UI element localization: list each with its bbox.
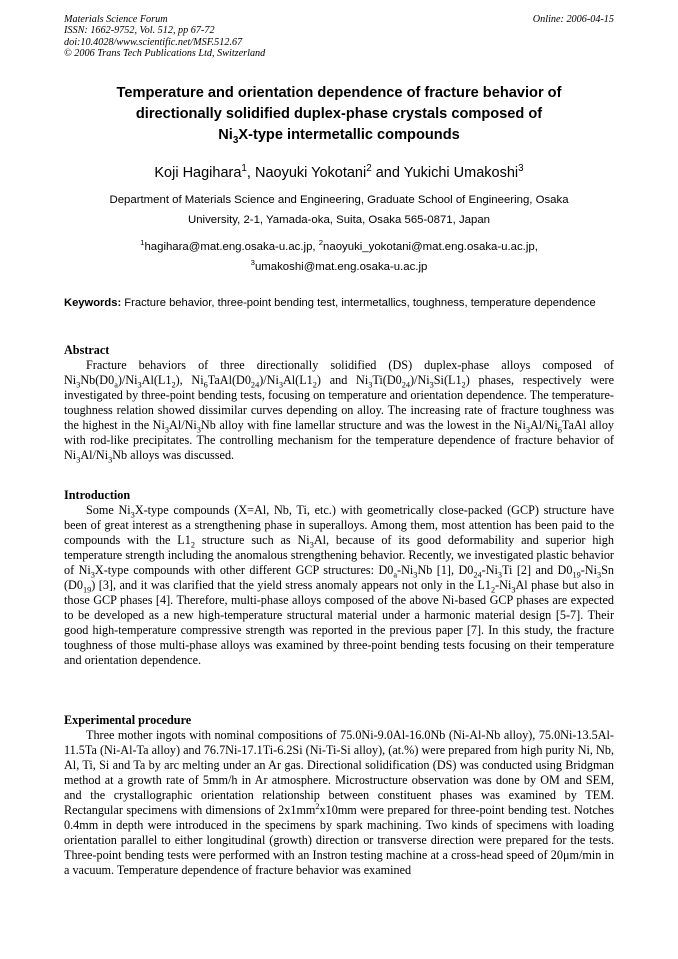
online-date: Online: 2006-04-15 bbox=[532, 14, 614, 25]
journal-header bbox=[64, 14, 394, 60]
keywords bbox=[64, 296, 614, 311]
paper-title bbox=[60, 83, 618, 146]
email-link[interactable]: hagihara@mat.eng.osaka-u.ac.jp, bbox=[144, 241, 319, 253]
affiliation: Department of Materials Science and Engineering, Graduate School of Engineering, Osaka University, 2-1, Yamada-oka, Suita, Osaka 565-0871, Japan bbox=[109, 194, 569, 226]
abstract-heading: Abstract bbox=[64, 343, 110, 357]
author-name: Yukichi Umakoshi bbox=[403, 165, 519, 181]
introduction-text: Some $Ni_3X$-type compounds (X=Al, Nb, Ti, etc.) with geometrically close-packed (GCP) structure have been of great interest as a strengthening phase in superalloys. Among them, most attention has been paid to the compounds with the $L1_2$ structure such as $Ni_3Al$, because of its good deformability and superior high temperature strength including the anomalous strengthening behavior. Recently, we investigated plastic behavior of $Ni_3X$-type compounds with other different GCP structures: $D0_a-Ni_3Nb$ [1], $D0_{24}-Ni_3Ti$ [2] and $D0_{19}-Ni_3Sn$ $(D0_{19})$ [3], and it was clarified that the yield stress anomaly appears not only in the $L1_2-Ni_3Al$ phase but also in those GCP phases [4]. Therefore, multi-phase alloys composed of the above Ni-based GCP phases are expected to be developed as a new high-temperature structural material under a harmonic material design [5-7]. Their good high-temperature compressive strength was reported in the previous paper [7]. In this study, the fracture toughness of those multi-phase alloys was examined by three-point bending tests focusing on their temperature and orientation dependence. bbox=[64, 503, 615, 668]
experimental-text: Three mother ingots with nominal compositions of 75.0Ni-9.0Al-16.0Nb (Ni-Al-Nb alloy), 75.0Ni-13.5Al-11.5Ta (Ni-Al-Ta alloy) and 76.7Ni-17.1Ti-6.2Si (Ni-Ti-Si alloy), (at.%) were prepared from high purity Ni, Nb, Al, Ti, Si and Ta by arc melting under an Ar gas. Directional solidification (DS) was conducted using Bridgman method at a growth rate of 5mm/h in Ar atmosphere. Microstructure observation was done by OM and SEM, and the crystallographic orientation relationship between constituent phases was examined by TEM. Rectangular specimens with dimensions of $2x1mm^2x10mm$ were prepared for three-point bending test. Notches 0.4mm in depth were introduced in the specimens by spark machining. Two kinds of specimens with loading orientation parallel to either longitudinal (growth) direction or transverse direction were prepared for the tests. Three-point bending tests were performed with an Instron testing machine at a cross-head speed of 20μm/min in a vacuum. Temperature dependence of fracture behavior was examined bbox=[64, 728, 614, 878]
introduction-heading: Introduction bbox=[64, 488, 131, 502]
author-name: Koji Hagihara bbox=[154, 165, 242, 181]
email-link[interactable]: naoyuki_yokotani@mat.eng.osaka-u.ac.jp, bbox=[323, 241, 538, 253]
title-line: directionally solidified duplex-phase crystals composed of bbox=[135, 106, 543, 122]
experimental-heading: Experimental procedure bbox=[64, 713, 192, 727]
title-line: Temperature and orientation dependence of fracture behavior of bbox=[116, 85, 562, 101]
keywords-text: Fracture behavior, three-point bending test, intermetallics, toughness, temperature dependence bbox=[121, 297, 596, 309]
abstract-section bbox=[64, 343, 614, 463]
title-line: $Ni_3X$-type intermetallic compounds bbox=[218, 127, 460, 146]
author-emails: $^1$hagihara@mat.eng.osaka-u.ac.jp, $^2$naoyuki_yokotani@mat.eng.osaka-u.ac.jp, $^3$umakoshi@mat.eng.osaka-u.ac.jp bbox=[140, 238, 538, 273]
journal-name: Materials Science Forum bbox=[64, 14, 168, 25]
copyright: © 2006 Trans Tech Publications Ltd, Switzerland bbox=[64, 48, 266, 60]
introduction-section bbox=[64, 488, 614, 669]
author-name: Naoyuki Yokotani bbox=[254, 165, 367, 181]
author-list: Koji Hagihara$^1$, Naoyuki Yokotani$^2$ and Yukichi Umakoshi$^3$ bbox=[154, 163, 524, 181]
doi: doi:10.4028/www.scientific.net/MSF.512.67 bbox=[64, 36, 243, 48]
keywords-label: Keywords: bbox=[64, 297, 122, 309]
issn: ISSN: 1662-9752, Vol. 512, pp 67-72 bbox=[64, 25, 215, 37]
email-link[interactable]: umakoshi@mat.eng.osaka-u.ac.jp bbox=[254, 261, 428, 273]
experimental-section bbox=[64, 713, 614, 878]
abstract-text: Fracture behaviors of three directionally solidified (DS) duplex-phase alloys composed of $Ni_3Nb(D0_a)/Ni_3Al(L1_2)$, $Ni_6TaAl(D0_{24})/Ni_3Al(L1_2)$ and $Ni_3Ti(D0_{24})/Ni_3Si(L1_2)$ phases, respectively were investigated by three-point bending tests, focusing on temperature and orientation dependence. The temperature-toughness relation showed dissimilar curves depending on alloy. The increasing rate of fracture toughness was the highest in the $Ni_3Al/Ni_3Nb$ alloy with fine lamellar structure and was the lowest in the $Ni_3Al/Ni_6TaAl$ alloy with rod-like precipitates. The controlling mechanism for the temperature dependence of fracture behavior of $Ni_3Al/Ni_3Nb$ alloys was discussed. bbox=[64, 358, 615, 465]
